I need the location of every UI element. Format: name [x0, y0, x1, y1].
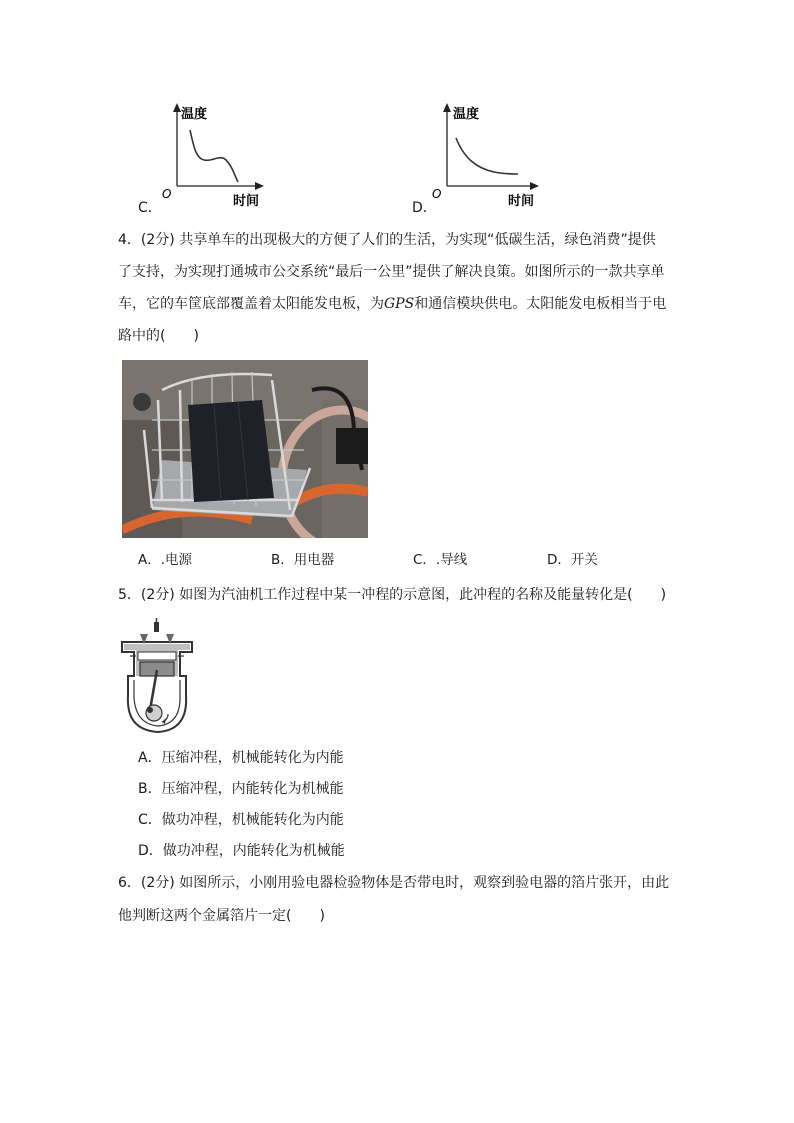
graph-d-letter: D． — [412, 200, 437, 216]
q6-stem-line-1: 6．(2分) 如图所示，小刚用验电器检验物体是否带电时，观察到验电器的箔片张开，由此 — [118, 875, 670, 891]
q4-stem-line-3 — [118, 296, 666, 312]
photo-svg — [122, 360, 368, 538]
y-axis-label: 温度 — [181, 107, 208, 122]
engine-stroke-diagram — [118, 618, 196, 736]
x-axis-arrow — [530, 182, 539, 190]
q6-stem-line-2: 他判断这两个金属箔片一定( ) — [118, 908, 325, 924]
q4-stem-line-2: 了支持，为实现打通城市公交系统“最后一公里”提供了解决良策。如图所示的一款共享单 — [118, 264, 665, 280]
q5-option-c: C．做功冲程，机械能转化为内能 — [138, 812, 344, 828]
origin-label: O — [162, 187, 172, 201]
graph-c — [150, 98, 270, 213]
origin-label: O — [432, 187, 442, 201]
bike-basket-solar-panel-photo — [122, 360, 368, 538]
solar-panel — [188, 400, 274, 502]
y-axis-label: 温度 — [453, 107, 480, 122]
q4-stem-line-3-b: 和通信模块供电。太阳能发电板相当于电 — [414, 296, 667, 312]
y-axis-arrow — [443, 103, 451, 112]
engine-svg — [118, 618, 196, 736]
gps-term: GPS — [384, 296, 415, 312]
q4-option-c: C．.导线 — [413, 552, 468, 568]
q5-option-d: D．做功冲程，内能转化为机械能 — [138, 843, 345, 859]
temperature-curve — [456, 138, 518, 174]
graph-d-svg — [420, 98, 545, 213]
q4-option-b: B．用电器 — [271, 552, 335, 568]
q5-stem: 5．(2分) 如图为汽油机工作过程中某一冲程的示意图，此冲程的名称及能量转化是( ) — [118, 587, 667, 603]
y-axis-arrow — [173, 103, 181, 112]
q4-stem-line-3-a: 车，它的车筐底部覆盖着太阳能发电板，为 — [118, 296, 384, 312]
q4-option-a: A．.电源 — [138, 552, 193, 568]
x-axis-label: 时间 — [508, 194, 535, 209]
q5-option-b: B．压缩冲程，内能转化为机械能 — [138, 781, 344, 797]
x-axis-arrow — [255, 182, 264, 190]
q5-option-a: A．压缩冲程，机械能转化为内能 — [138, 750, 344, 766]
temperature-curve — [190, 130, 238, 182]
x-axis-label: 时间 — [233, 194, 260, 209]
graph-d — [420, 98, 545, 213]
graph-c-letter: C． — [138, 200, 162, 216]
q4-stem-line-1: 4．(2分) 共享单车的出现极大的方便了人们的生活，为实现“低碳生活，绿色消费”提供 — [118, 232, 656, 248]
q4-option-d: D．开关 — [547, 552, 598, 568]
q4-stem-line-4: 路中的( ) — [118, 328, 199, 344]
graph-c-svg — [150, 98, 270, 213]
